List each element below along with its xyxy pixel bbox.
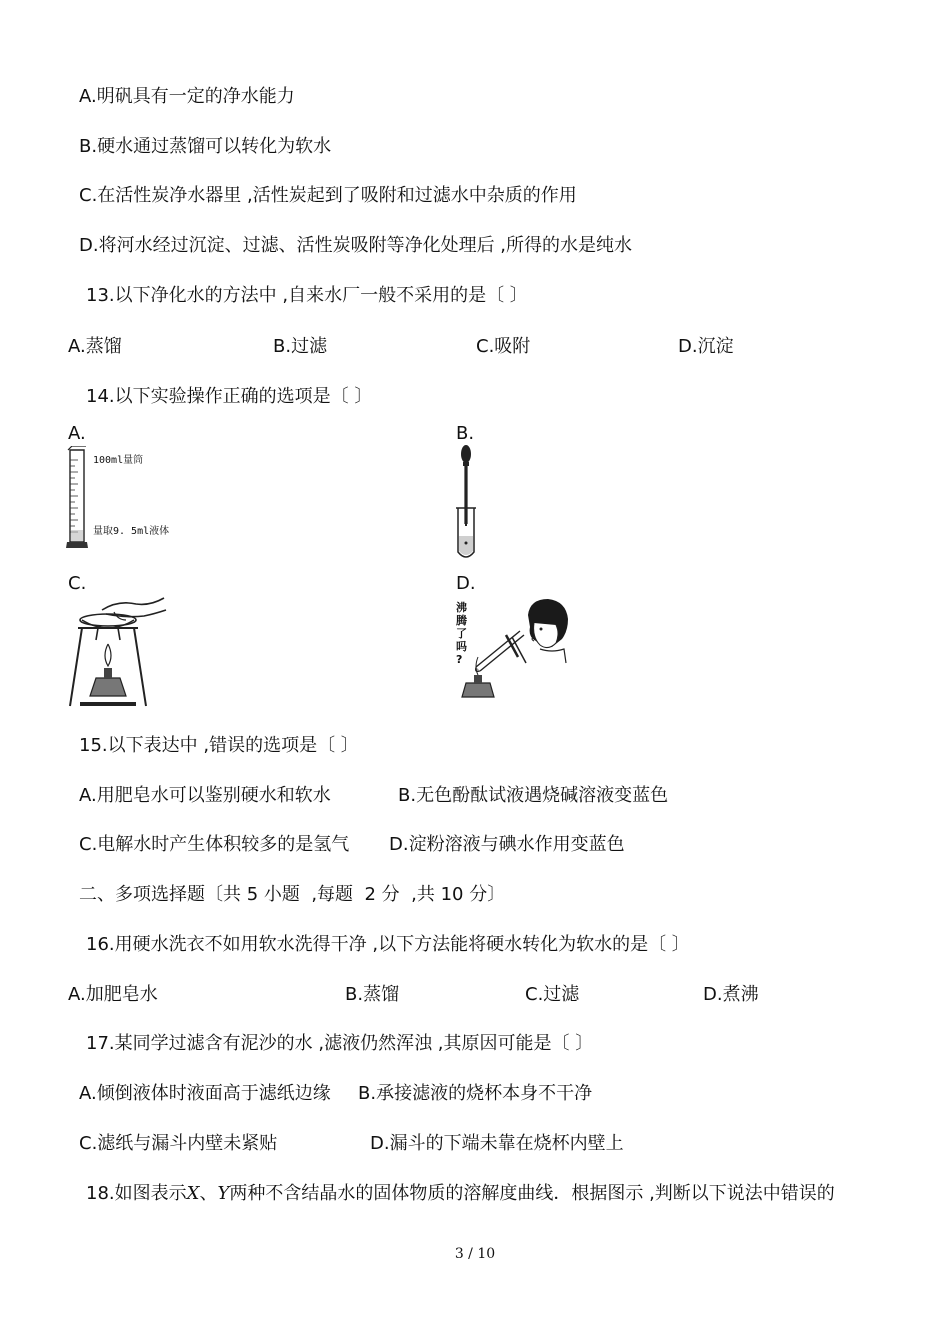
q17-option-b: B.承接滤液的烧杯本身不干净 bbox=[358, 1083, 593, 1104]
q17-option-c: C.滤纸与漏斗内壁未紧贴 bbox=[79, 1133, 278, 1154]
boy-test-tube-icon bbox=[456, 597, 576, 701]
q12-option-a: A.明矾具有一定的净水能力 bbox=[79, 86, 295, 107]
q13-option-d: D.沉淀 bbox=[678, 336, 734, 357]
q12-option-c: C.在活性炭净水器里 ,活性炭起到了吸附和过滤水中杂质的作用 bbox=[79, 185, 577, 206]
cylinder-capacity-label: 100ml量筒 bbox=[93, 455, 144, 466]
q15-option-a: A.用肥皂水可以鉴别硬水和软水 bbox=[79, 785, 331, 806]
q14-stem: 14.以下实验操作正确的选项是〔 〕 bbox=[86, 386, 373, 407]
dropper-test-tube-figure bbox=[452, 444, 482, 562]
tripod-burner-icon bbox=[66, 596, 170, 712]
q16-option-d: D.煮沸 bbox=[703, 984, 759, 1005]
q18-rest: 两种不含结晶水的固体物质的溶解度曲线．根据图示 ,判断以下说法中错误的 bbox=[229, 1183, 835, 1204]
q13-stem: 13.以下净化水的方法中 ,自来水厂一般不采用的是〔 〕 bbox=[86, 285, 528, 306]
q17-option-a: A.倾倒液体时液面高于滤纸边缘 bbox=[79, 1083, 331, 1104]
q18-prefix: 18.如图表示 bbox=[86, 1183, 187, 1204]
q18-var-y: Y bbox=[217, 1183, 230, 1204]
q12-option-b: B.硬水通过蒸馏可以转化为软水 bbox=[79, 136, 332, 157]
q12-option-d: D.将河水经过沉淀、过滤、活性炭吸附等净化处理后 ,所得的水是纯水 bbox=[79, 235, 633, 256]
q16-option-b: B.蒸馏 bbox=[345, 984, 400, 1005]
q17-option-d: D.漏斗的下端未靠在烧杯内壁上 bbox=[370, 1133, 624, 1154]
q16-option-a: A.加肥皂水 bbox=[68, 984, 158, 1005]
q16-option-c: C.过滤 bbox=[525, 984, 580, 1005]
speech-char: 吗 bbox=[456, 640, 467, 653]
q13-option-a: A.蒸馏 bbox=[68, 336, 122, 357]
section-title: 二、多项选择题〔共 5 小题 ,每题 2 分 ,共 10 分〕 bbox=[79, 884, 506, 905]
q13-option-b: B.过滤 bbox=[273, 336, 328, 357]
q17-stem: 17.某同学过滤含有泥沙的水 ,滤液仍然浑浊 ,其原因可能是〔 〕 bbox=[86, 1033, 594, 1054]
q13-option-c: C.吸附 bbox=[476, 336, 531, 357]
speech-char: 腾 bbox=[456, 614, 467, 627]
tripod-heating-figure bbox=[66, 596, 170, 712]
speech-char: 了 bbox=[456, 627, 467, 640]
dropper-icon bbox=[452, 444, 482, 562]
q15-option-c: C.电解水时产生体积较多的是氢气 bbox=[79, 834, 350, 855]
page-number: 3 / 10 bbox=[454, 1246, 496, 1262]
boiling-test-tube-figure bbox=[456, 597, 576, 701]
q14-label-a: A. bbox=[68, 423, 86, 444]
q18-sep: 、 bbox=[199, 1183, 218, 1204]
q14-label-b: B. bbox=[456, 423, 475, 444]
q15-option-d: D.淀粉溶液与碘水作用变蓝色 bbox=[389, 834, 625, 855]
q18-stem bbox=[86, 1182, 835, 1206]
cylinder-measure-label: 量取9. 5ml液体 bbox=[93, 526, 170, 537]
speech-char: ? bbox=[456, 653, 463, 666]
speech-char: 沸 bbox=[456, 601, 467, 614]
q15-stem: 15.以下表达中 ,错误的选项是〔 〕 bbox=[79, 735, 359, 756]
graduated-cylinder-figure bbox=[66, 446, 176, 552]
q14-label-c: C. bbox=[68, 573, 87, 594]
q16-stem: 16.用硬水洗衣不如用软水洗得干净 ,以下方法能将硬水转化为软水的是〔 〕 bbox=[86, 934, 690, 955]
q14-label-d: D. bbox=[456, 573, 476, 594]
q15-option-b: B.无色酚酞试液遇烧碱溶液变蓝色 bbox=[398, 785, 669, 806]
q18-var-x: X bbox=[186, 1183, 200, 1204]
